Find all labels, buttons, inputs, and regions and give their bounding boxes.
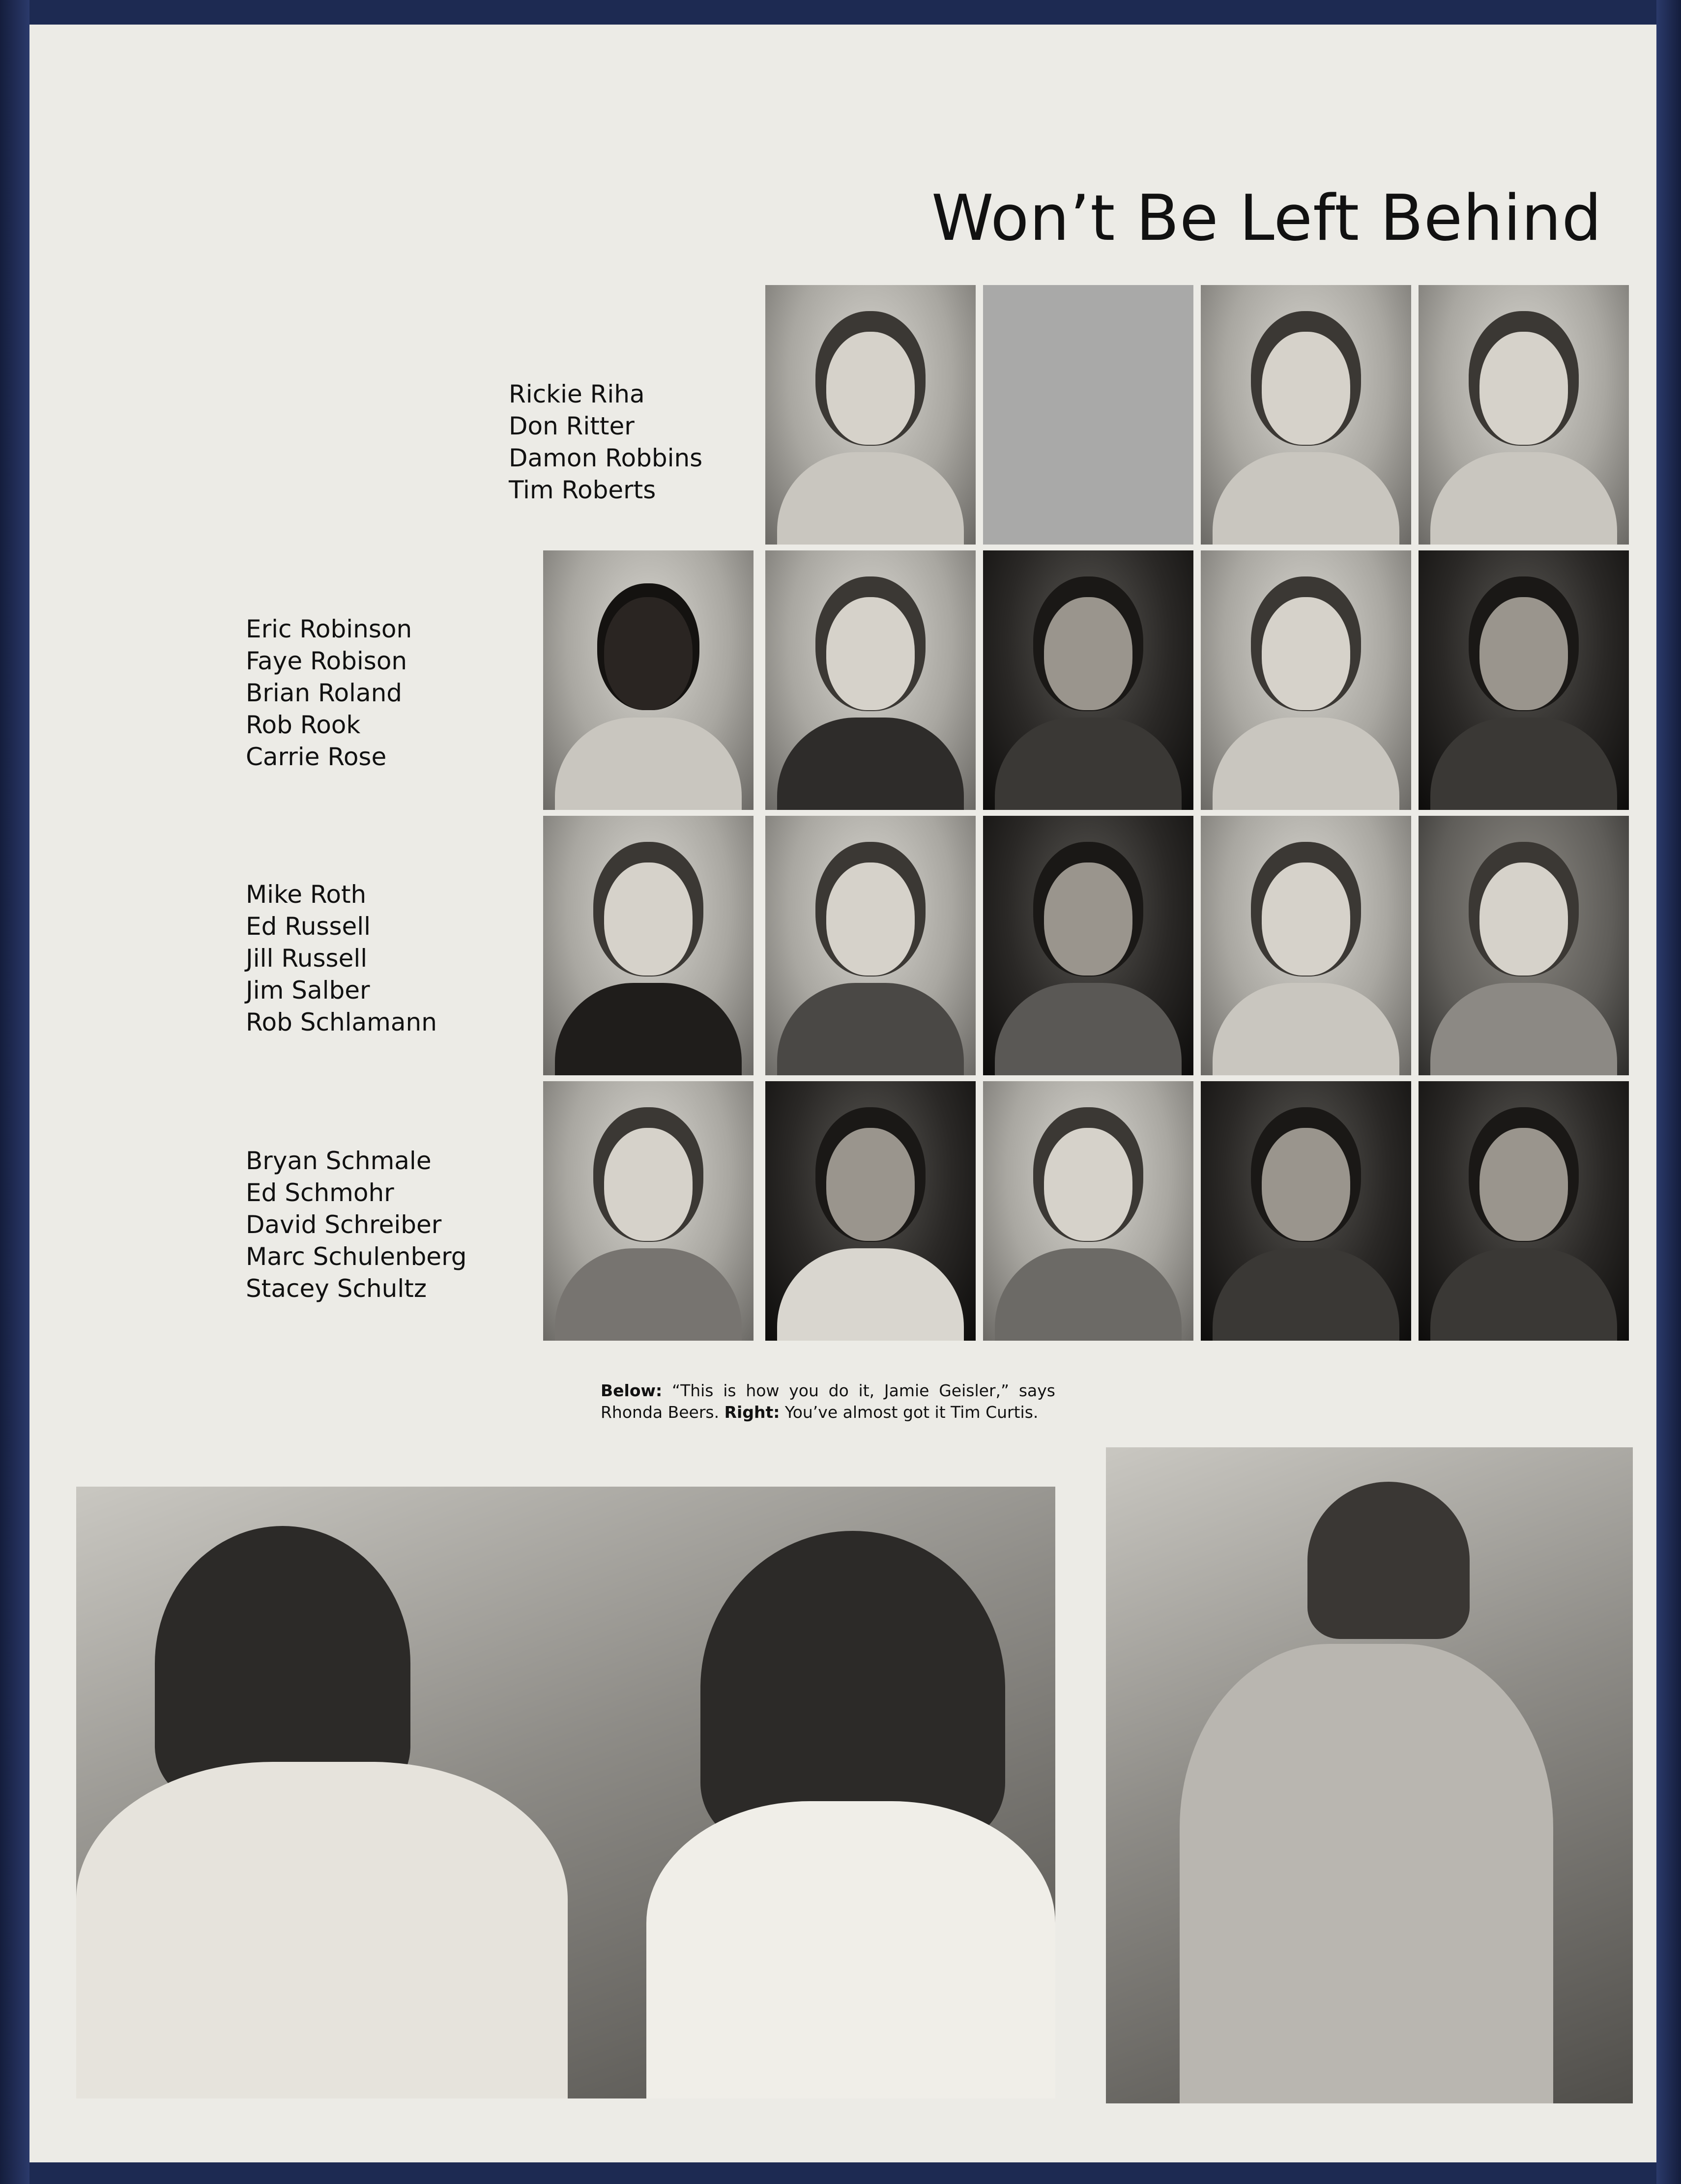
student-portrait <box>1419 285 1629 545</box>
student-name: Don Ritter <box>509 412 635 440</box>
candid-photo-right <box>1106 1447 1633 2103</box>
caption-right-label: Right: <box>724 1403 780 1422</box>
student-name: Ed Russell <box>246 912 371 941</box>
caption-below-label: Below: <box>601 1381 663 1400</box>
student-portrait <box>1419 1081 1629 1341</box>
photo-caption <box>601 1380 1055 1423</box>
student-name: Marc Schulenberg <box>246 1242 467 1271</box>
student-portrait <box>765 550 976 810</box>
student-name: Jill Russell <box>246 944 368 973</box>
names-row-4 <box>246 1145 467 1305</box>
student-portrait <box>1419 816 1629 1075</box>
student-portrait <box>1201 285 1411 545</box>
student-name: David Schreiber <box>246 1210 442 1239</box>
student-portrait <box>1201 550 1411 810</box>
student-portrait <box>765 1081 976 1341</box>
candid-photo-left <box>76 1487 1055 2098</box>
portrait-placeholder <box>983 285 1193 545</box>
student-name: Mike Roth <box>246 880 367 909</box>
caption-right-text: You’ve almost got it Tim Curtis. <box>784 1403 1039 1422</box>
binding-edge-left <box>0 0 29 2184</box>
caption-below-text: “This is how you do it, Jamie Geisler,” says Rhonda Beers. <box>601 1381 1055 1422</box>
student-name: Rob Schlamann <box>246 1008 437 1036</box>
student-portrait <box>1201 816 1411 1075</box>
student-portrait <box>765 285 976 545</box>
names-row-1 <box>509 378 702 506</box>
student-name: Rob Rook <box>246 711 361 739</box>
page-title: Won’t Be Left Behind <box>931 182 1602 255</box>
names-row-2 <box>246 613 412 773</box>
student-name: Carrie Rose <box>246 743 387 771</box>
student-name: Bryan Schmale <box>246 1147 432 1175</box>
student-portrait <box>983 550 1193 810</box>
student-portrait <box>983 816 1193 1075</box>
student-portrait <box>765 816 976 1075</box>
student-name: Stacey Schultz <box>246 1274 427 1303</box>
student-portrait <box>543 816 754 1075</box>
student-portrait <box>1201 1081 1411 1341</box>
student-name: Eric Robinson <box>246 615 412 643</box>
student-name: Ed Schmohr <box>246 1178 394 1207</box>
binding-edge-right <box>1656 0 1681 2184</box>
student-portrait <box>543 550 754 810</box>
student-name: Faye Robison <box>246 647 407 675</box>
student-name: Damon Robbins <box>509 444 703 472</box>
student-name: Jim Salber <box>246 976 370 1005</box>
student-name: Tim Roberts <box>509 476 656 504</box>
student-name: Rickie Riha <box>509 380 645 408</box>
names-row-3 <box>246 879 437 1038</box>
student-portrait <box>1419 550 1629 810</box>
student-portrait <box>543 1081 754 1341</box>
student-name: Brian Roland <box>246 679 403 707</box>
student-portrait <box>983 1081 1193 1341</box>
